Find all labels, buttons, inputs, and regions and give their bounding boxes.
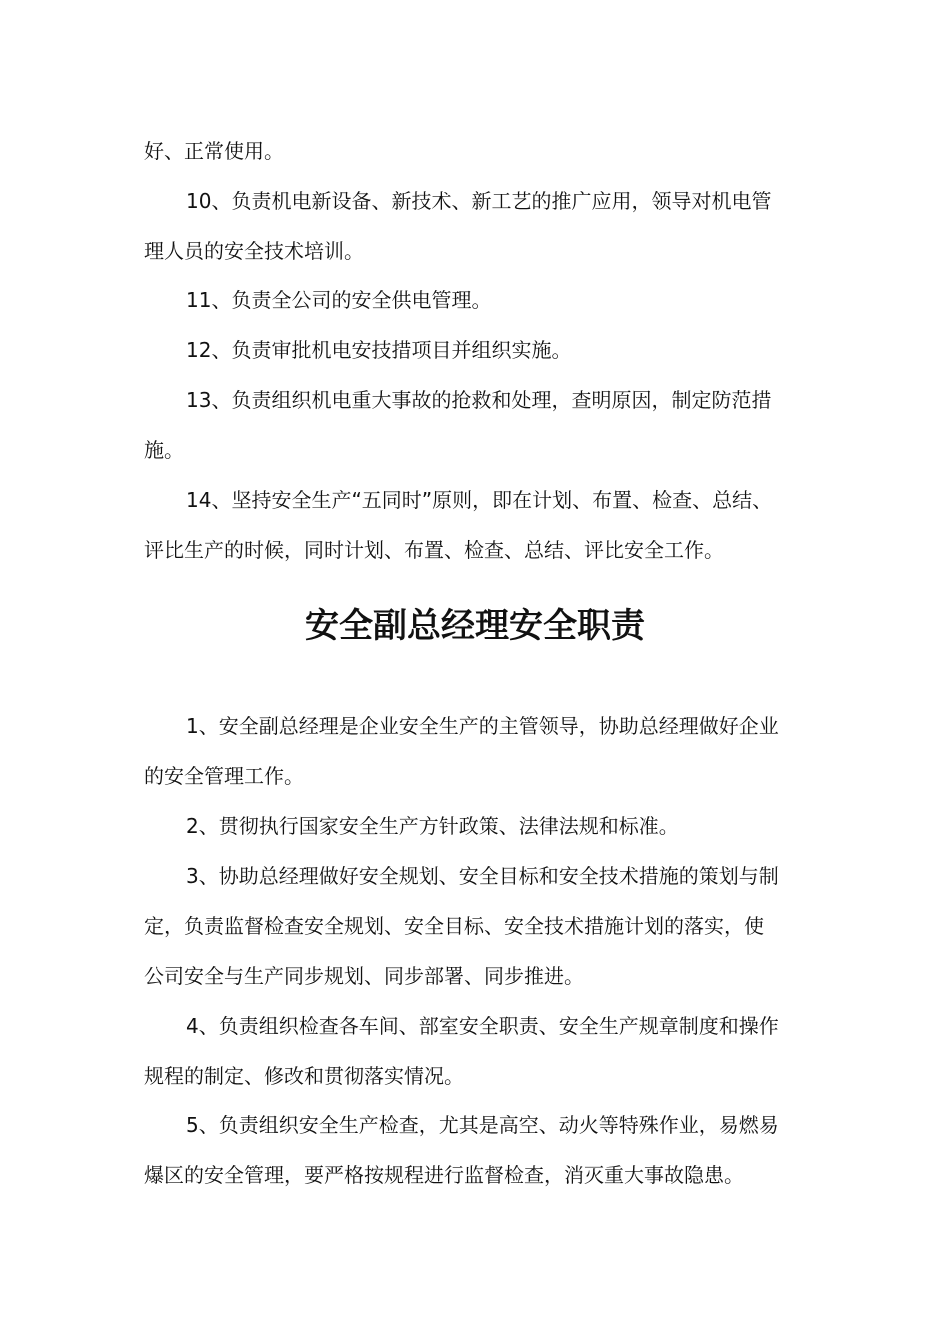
text-line: 公司安全与生产同步规划、同步部署、同步推进。 [144, 964, 584, 988]
text-line: 10、负责机电新设备、新技术、新工艺的推广应用，领导对机电管 [186, 189, 772, 213]
text-line: 好、正常使用。 [144, 139, 284, 163]
text-line: 4、负责组织检查各车间、部室安全职责、安全生产规章制度和操作 [186, 1014, 779, 1038]
text-line: 14、坚持安全生产“五同时”原则，即在计划、布置、检查、总结、 [186, 488, 773, 512]
text-line: 1、安全副总经理是企业安全生产的主管领导，协助总经理做好企业 [186, 714, 779, 738]
text-line: 13、负责组织机电重大事故的抢救和处理，查明原因，制定防范措 [186, 388, 772, 412]
text-line: 爆区的安全管理，要严格按规程进行监督检查，消灭重大事故隐患。 [144, 1163, 744, 1187]
text-line: 2、贯彻执行国家安全生产方针政策、法律法规和标准。 [186, 814, 679, 838]
text-line: 规程的制定、修改和贯彻落实情况。 [144, 1064, 464, 1088]
text-line: 5、负责组织安全生产检查，尤其是高空、动火等特殊作业，易燃易 [186, 1113, 779, 1137]
text-line: 12、负责审批机电安技措项目并组织实施。 [186, 338, 572, 362]
text-line: 理人员的安全技术培训。 [144, 239, 364, 263]
text-line: 定，负责监督检查安全规划、安全目标、安全技术措施计划的落实，使 [144, 914, 764, 938]
text-line: 的安全管理工作。 [144, 764, 304, 788]
section-title: 安全副总经理安全职责 [305, 606, 645, 646]
text-line: 评比生产的时候，同时计划、布置、检查、总结、评比安全工作。 [144, 538, 724, 562]
text-line: 11、负责全公司的安全供电管理。 [186, 288, 492, 312]
text-line: 施。 [144, 438, 184, 462]
text-line: 3、协助总经理做好安全规划、安全目标和安全技术措施的策划与制 [186, 864, 779, 888]
